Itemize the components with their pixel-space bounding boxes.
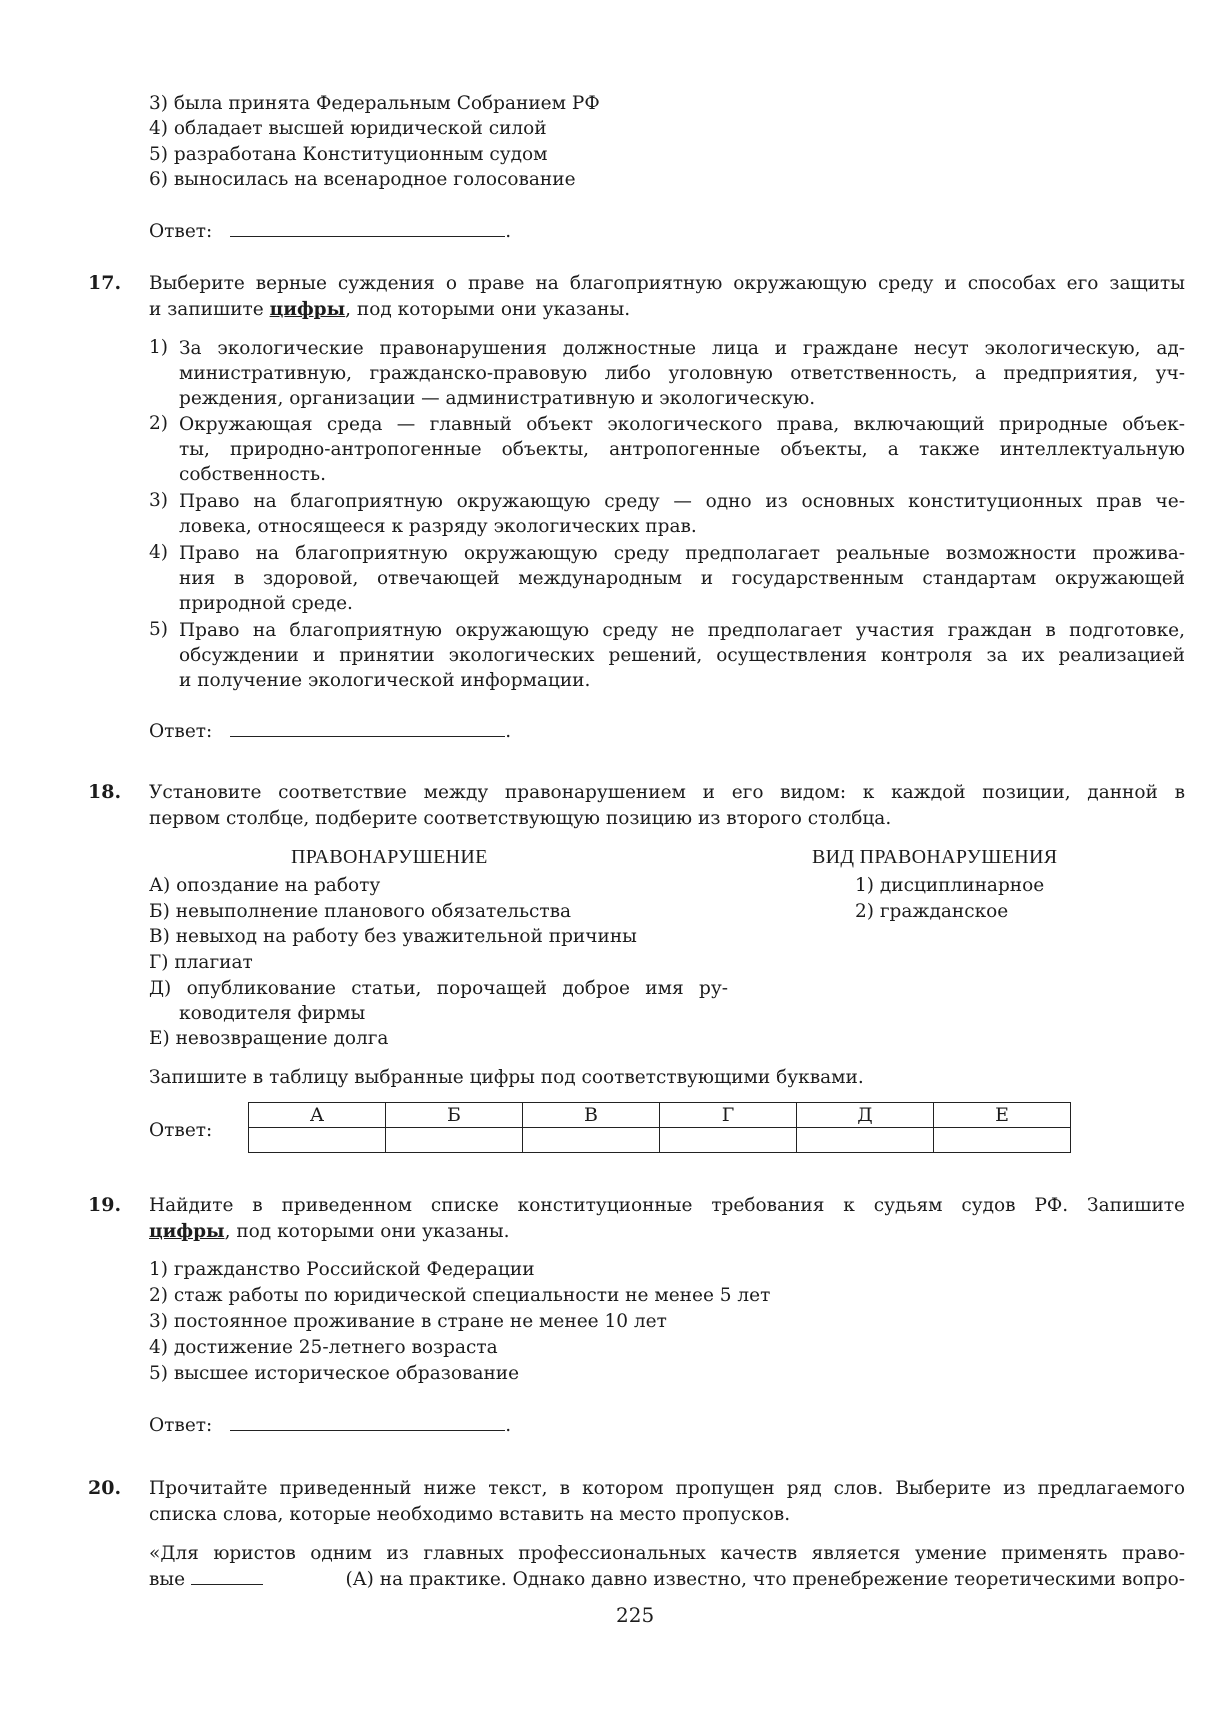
q20-number: 20. <box>88 1477 122 1499</box>
q18-prompt-line-2: первом столбце, подберите соответствующую позицию из второго столбца. <box>149 808 892 829</box>
q20-text-line-1: «Для юристов одним из главных профессиональных качеств является умение применять право- <box>149 1543 1185 1564</box>
answer-cell[interactable] <box>386 1128 523 1153</box>
q18-left-item-b: Б) невыполнение планового обязательства <box>149 901 572 922</box>
answer-cell[interactable] <box>797 1128 934 1153</box>
q20-blank-a[interactable] <box>191 1568 263 1585</box>
q19-prompt-line-1: Найдите в приведенном списке конституционные требования к судьям судов РФ. Запишите <box>149 1195 1185 1216</box>
q17-opt4-line1: Право на благоприятную окружающую среду предполагает реальные возможности прожива- <box>179 543 1185 564</box>
q17-opt3-line1: Право на благоприятную окружающую среду — одно из основных конституционных прав че- <box>179 491 1185 512</box>
q17-number: 17. <box>88 272 122 294</box>
q17-opt1-num: 1) <box>149 337 168 358</box>
q19-option-2: 2) стаж работы по юридической специальности не менее 5 лет <box>149 1285 771 1306</box>
q17-opt3-num: 3) <box>149 490 168 511</box>
q17-opt4-line3: природной среде. <box>179 593 353 614</box>
q19-prompt-line-2 <box>149 1219 510 1244</box>
q18-right-item-1: 1) дисциплинарное <box>855 875 1045 896</box>
q19-answer: Ответ: . <box>149 1412 511 1438</box>
q19-answer-field[interactable] <box>230 1412 505 1431</box>
q19-answer-label: Ответ: <box>149 1415 213 1436</box>
q16-option-4: 4) обладает высшей юридической силой <box>149 118 547 139</box>
answer-cell[interactable] <box>934 1128 1071 1153</box>
q17-answer-label: Ответ: <box>149 721 213 742</box>
q17-prompt-post: , под которыми они указаны. <box>345 299 631 320</box>
q16-answer-field[interactable] <box>230 218 505 237</box>
q20-text-line-2 <box>149 1567 1185 1592</box>
q18-left-item-d-cont: ководителя фирмы <box>179 1003 366 1024</box>
q18-answer-table-input-row <box>249 1128 1071 1153</box>
page-number: 225 <box>616 1603 655 1627</box>
table-header-cell: Д <box>797 1103 934 1128</box>
q17-opt5-line1: Право на благоприятную окружающую среду не предполагает участия граждан в подготовке, <box>179 620 1185 641</box>
q17-opt5-num: 5) <box>149 619 168 640</box>
q20-text-post: (А) на практике. Однако давно известно, что пренебрежение теоретическими вопро- <box>345 1569 1185 1590</box>
answer-cell[interactable] <box>523 1128 660 1153</box>
q17-answer-field[interactable] <box>230 718 505 737</box>
q19-prompt-post: , под которыми они указаны. <box>224 1221 510 1242</box>
q17-opt1-line1: За экологические правонарушения должностные лица и граждане несут экологическую, ад- <box>179 338 1185 359</box>
table-header-cell: А <box>249 1103 386 1128</box>
q18-left-item-g: Г) плагиат <box>149 952 253 973</box>
q18-left-item-v: В) невыход на работу без уважительной причины <box>149 926 637 947</box>
answer-cell[interactable] <box>249 1128 386 1153</box>
q17-opt2-line3: собственность. <box>179 464 326 485</box>
q18-answer-table <box>248 1102 1071 1153</box>
q16-option-3: 3) была принята Федеральным Собранием РФ <box>149 93 600 114</box>
q20-prompt-line-1: Прочитайте приведенный ниже текст, в котором пропущен ряд слов. Выберите из предлагаемого <box>149 1478 1185 1499</box>
table-header-cell: Е <box>934 1103 1071 1128</box>
q17-opt1-line3: реждения, организации — административную и экологическую. <box>179 388 816 409</box>
q18-col2-header: ВИД ПРАВОНАРУШЕНИЯ <box>812 846 1058 868</box>
q20-prompt-line-2: списка слова, которые необходимо вставить на место пропусков. <box>149 1504 791 1525</box>
q16-option-6: 6) выносилась на всенародное голосование <box>149 169 576 190</box>
q17-opt1-line2: министративную, гражданско-правовую либо уголовную ответственность, а предприятия, уч- <box>179 363 1185 384</box>
q17-prompt-line-2 <box>149 297 630 322</box>
q16-answer: Ответ: . <box>149 218 511 244</box>
q17-opt5-line2: обсуждении и принятии экологических решений, осуществления контроля за их реализацией <box>179 645 1185 666</box>
q18-answer-label: Ответ: <box>149 1120 213 1141</box>
q20-text-pre <box>149 1567 263 1592</box>
q17-opt2-num: 2) <box>149 413 168 434</box>
q17-opt2-line2: ты, природно-антропогенные объекты, антропогенные объекты, а также интеллектуальную <box>179 439 1185 460</box>
q18-left-item-a: А) опоздание на работу <box>149 875 381 896</box>
q18-left-item-d: Д) опубликование статьи, порочащей доброе имя ру- <box>149 978 728 999</box>
q19-prompt-bold: цифры <box>149 1221 225 1242</box>
q17-opt5-line3: и получение экологической информации. <box>179 670 591 691</box>
q18-prompt-line-1: Установите соответствие между правонарушением и его видом: к каждой позиции, данной в <box>149 782 1185 803</box>
answer-cell[interactable] <box>660 1128 797 1153</box>
q18-answer-table-header-row <box>249 1103 1071 1128</box>
table-header-cell: В <box>523 1103 660 1128</box>
q19-option-1: 1) гражданство Российской Федерации <box>149 1259 535 1280</box>
q18-right-item-2: 2) гражданское <box>855 901 1009 922</box>
q19-option-3: 3) постоянное проживание в стране не менее 10 лет <box>149 1311 667 1332</box>
q17-prompt-pre: и запишите <box>149 299 270 320</box>
q18-left-item-e: Е) невозвращение долга <box>149 1028 389 1049</box>
q19-option-5: 5) высшее историческое образование <box>149 1363 520 1384</box>
table-header-cell: Г <box>660 1103 797 1128</box>
q18-number: 18. <box>88 781 122 803</box>
q19-option-4: 4) достижение 25-летнего возраста <box>149 1337 498 1358</box>
table-header-cell: Б <box>386 1103 523 1128</box>
q16-answer-label: Ответ: <box>149 221 213 242</box>
q18-col1-header: ПРАВОНАРУШЕНИЕ <box>291 846 488 868</box>
q19-number: 19. <box>88 1194 122 1216</box>
q17-answer: Ответ: . <box>149 718 511 744</box>
q17-opt3-line2: ловека, относящееся к разряду экологических прав. <box>179 516 697 537</box>
q17-prompt-bold: цифры <box>269 299 346 320</box>
q17-opt4-num: 4) <box>149 542 168 563</box>
q16-option-5: 5) разработана Конституционным судом <box>149 144 548 165</box>
q17-prompt-line-1: Выберите верные суждения о праве на благоприятную окружающую среду и способах его защиты <box>149 273 1185 294</box>
q17-opt4-line2: ния в здоровой, отвечающей международным и государственным стандартам окружающей <box>179 568 1185 589</box>
q17-opt2-line1: Окружающая среда — главный объект экологического права, включающий природные объек- <box>179 414 1185 435</box>
q18-instruction: Запишите в таблицу выбранные цифры под соответствующими буквами. <box>149 1067 864 1088</box>
q20-text-pre-word: вые <box>149 1569 186 1590</box>
